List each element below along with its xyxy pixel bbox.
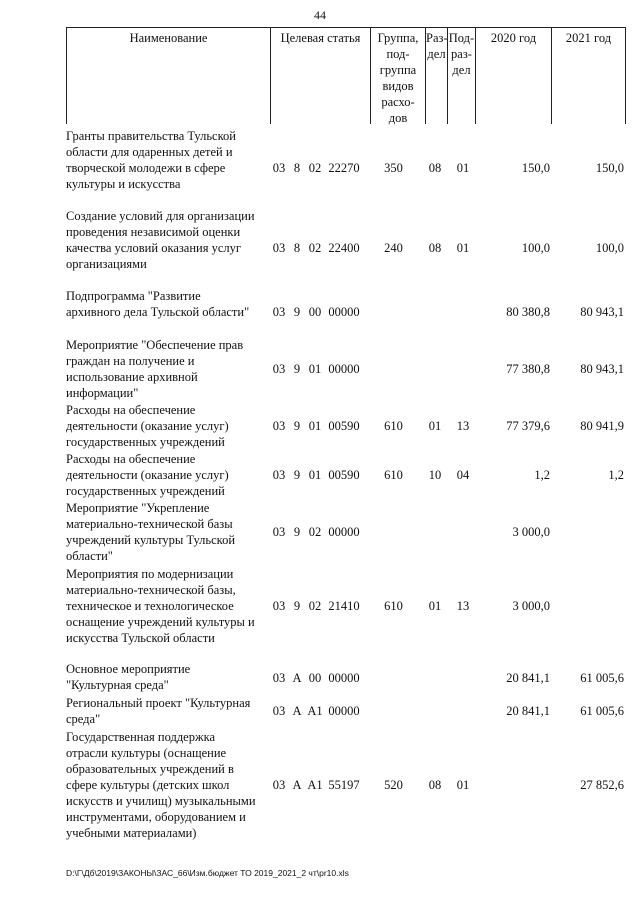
row-item: А1 xyxy=(307,704,323,718)
row-name: Создание условий для организации проведения независимой оценки качества условий оказания услуг организациями xyxy=(66,209,255,271)
row-value-2021: 1,2 xyxy=(608,468,624,482)
row-name: Мероприятие "Обеспечение прав граждан на получение и использование архивной информации" xyxy=(66,338,244,400)
row-name: Основное мероприятие "Культурная среда" xyxy=(66,662,191,692)
header-section: Раз- дел xyxy=(425,28,447,124)
row-program: 03 xyxy=(272,468,286,482)
row-group: 610 xyxy=(384,468,403,482)
row-value-2020: 20 841,1 xyxy=(506,671,550,685)
row-name: Мероприятие "Укрепление материально-технической базы учреждений культуры Тульской области" xyxy=(66,501,236,563)
row-program: 03 xyxy=(272,305,286,319)
row-value-2020: 3 000,0 xyxy=(512,525,550,539)
row-value-2021: 61 005,6 xyxy=(580,671,624,685)
row-subprogram: А xyxy=(292,671,302,685)
row-program: 03 xyxy=(272,525,286,539)
row-item: А1 xyxy=(307,778,323,792)
row-subprogram: 8 xyxy=(293,161,301,175)
row-group: 610 xyxy=(384,419,403,433)
row-code: 22270 xyxy=(328,161,360,175)
row-value-2021: 100,0 xyxy=(595,241,624,255)
row-code: 00000 xyxy=(328,362,360,376)
row-program: 03 xyxy=(272,362,286,376)
row-item: 02 xyxy=(308,161,322,175)
row-section: 08 xyxy=(428,778,442,792)
row-name: Региональный проект "Культурная среда" xyxy=(66,696,251,726)
row-name: Гранты правительства Тульской области для одаренных детей и творческой молодежи в сфере культуры и искусства xyxy=(66,129,236,191)
row-item: 01 xyxy=(308,419,322,433)
row-code: 55197 xyxy=(328,778,360,792)
row-program: 03 xyxy=(272,704,286,718)
row-item: 02 xyxy=(308,599,322,613)
table-header xyxy=(66,27,626,124)
row-value-2020: 100,0 xyxy=(521,241,550,255)
header-target-article: Целевая статья xyxy=(270,28,370,124)
row-item: 01 xyxy=(308,468,322,482)
row-code: 00590 xyxy=(328,419,360,433)
row-subprogram: 9 xyxy=(293,525,301,539)
row-subsection: 01 xyxy=(456,241,470,255)
row-subprogram: 8 xyxy=(293,241,301,255)
row-subprogram: А xyxy=(292,704,302,718)
row-group: 520 xyxy=(384,778,403,792)
row-value-2020: 20 841,1 xyxy=(506,704,550,718)
row-subprogram: 9 xyxy=(293,599,301,613)
header-year-2021: 2021 год xyxy=(551,28,625,124)
row-name: Подпрограмма "Развитие архивного дела Тульской области" xyxy=(66,289,250,319)
header-year-2020: 2020 год xyxy=(475,28,551,124)
row-program: 03 xyxy=(272,241,286,255)
row-name: Государственная поддержка отрасли культуры (оснащение образовательных учреждений в сфере культуры (детских школ искусств и училищ) музыкальными инструментами, оборудованием и учебными материалами) xyxy=(66,730,256,840)
row-value-2021: 80 941,9 xyxy=(580,419,624,433)
row-subsection: 01 xyxy=(456,161,470,175)
row-code: 21410 xyxy=(328,599,360,613)
row-section: 01 xyxy=(428,419,442,433)
row-code: 00000 xyxy=(328,704,360,718)
row-item: 01 xyxy=(308,362,322,376)
row-code: 00590 xyxy=(328,468,360,482)
row-value-2021: 80 943,1 xyxy=(580,305,624,319)
header-subsection: Под- раз- дел xyxy=(447,28,475,124)
row-section: 08 xyxy=(428,241,442,255)
row-subprogram: А xyxy=(292,778,302,792)
row-program: 03 xyxy=(272,599,286,613)
row-subsection: 13 xyxy=(456,419,470,433)
row-program: 03 xyxy=(272,161,286,175)
row-value-2021: 150,0 xyxy=(595,161,624,175)
row-subsection: 13 xyxy=(456,599,470,613)
row-subprogram: 9 xyxy=(293,468,301,482)
row-name: Расходы на обеспечение деятельности (оказание услуг) государственных учреждений xyxy=(66,452,229,498)
row-subprogram: 9 xyxy=(293,305,301,319)
row-value-2020: 77 380,8 xyxy=(506,362,550,376)
row-subsection: 01 xyxy=(456,778,470,792)
row-item: 00 xyxy=(308,671,322,685)
row-group: 240 xyxy=(384,241,403,255)
row-program: 03 xyxy=(272,419,286,433)
row-code: 00000 xyxy=(328,525,360,539)
row-item: 00 xyxy=(308,305,322,319)
row-name: Мероприятия по модернизации материально-технической базы, техническое и технологическое оснащение учреждений культуры и искусства Тульской области xyxy=(66,567,255,645)
row-value-2020: 1,2 xyxy=(534,468,550,482)
row-value-2020: 77 379,6 xyxy=(506,419,550,433)
row-item: 02 xyxy=(308,525,322,539)
header-expense-group: Группа, под- группа видов расхо- дов xyxy=(370,28,425,124)
row-program: 03 xyxy=(272,778,286,792)
row-section: 08 xyxy=(428,161,442,175)
row-code: 22400 xyxy=(328,241,360,255)
row-code: 00000 xyxy=(328,305,360,319)
file-path-footer: D:\Г\Дб\2019\ЗАКОНЫ\ЗАС_66\Изм.бюджет ТО 2019_2021_2 чт\pr10.xls xyxy=(66,868,349,878)
row-value-2021: 61 005,6 xyxy=(580,704,624,718)
row-value-2020: 150,0 xyxy=(521,161,550,175)
row-name: Расходы на обеспечение деятельности (оказание услуг) государственных учреждений xyxy=(66,403,229,449)
page-number: 44 xyxy=(314,8,326,22)
row-program: 03 xyxy=(272,671,286,685)
row-subprogram: 9 xyxy=(293,419,301,433)
row-value-2021: 80 943,1 xyxy=(580,362,624,376)
row-value-2020: 80 380,8 xyxy=(506,305,550,319)
row-item: 02 xyxy=(308,241,322,255)
row-value-2020: 3 000,0 xyxy=(512,599,550,613)
row-group: 350 xyxy=(384,161,403,175)
row-value-2021: 27 852,6 xyxy=(580,778,624,792)
row-section: 01 xyxy=(428,599,442,613)
header-name: Наименование xyxy=(129,31,208,45)
row-subsection: 04 xyxy=(456,468,470,482)
row-subprogram: 9 xyxy=(293,362,301,376)
row-group: 610 xyxy=(384,599,403,613)
row-code: 00000 xyxy=(328,671,360,685)
row-section: 10 xyxy=(428,468,442,482)
